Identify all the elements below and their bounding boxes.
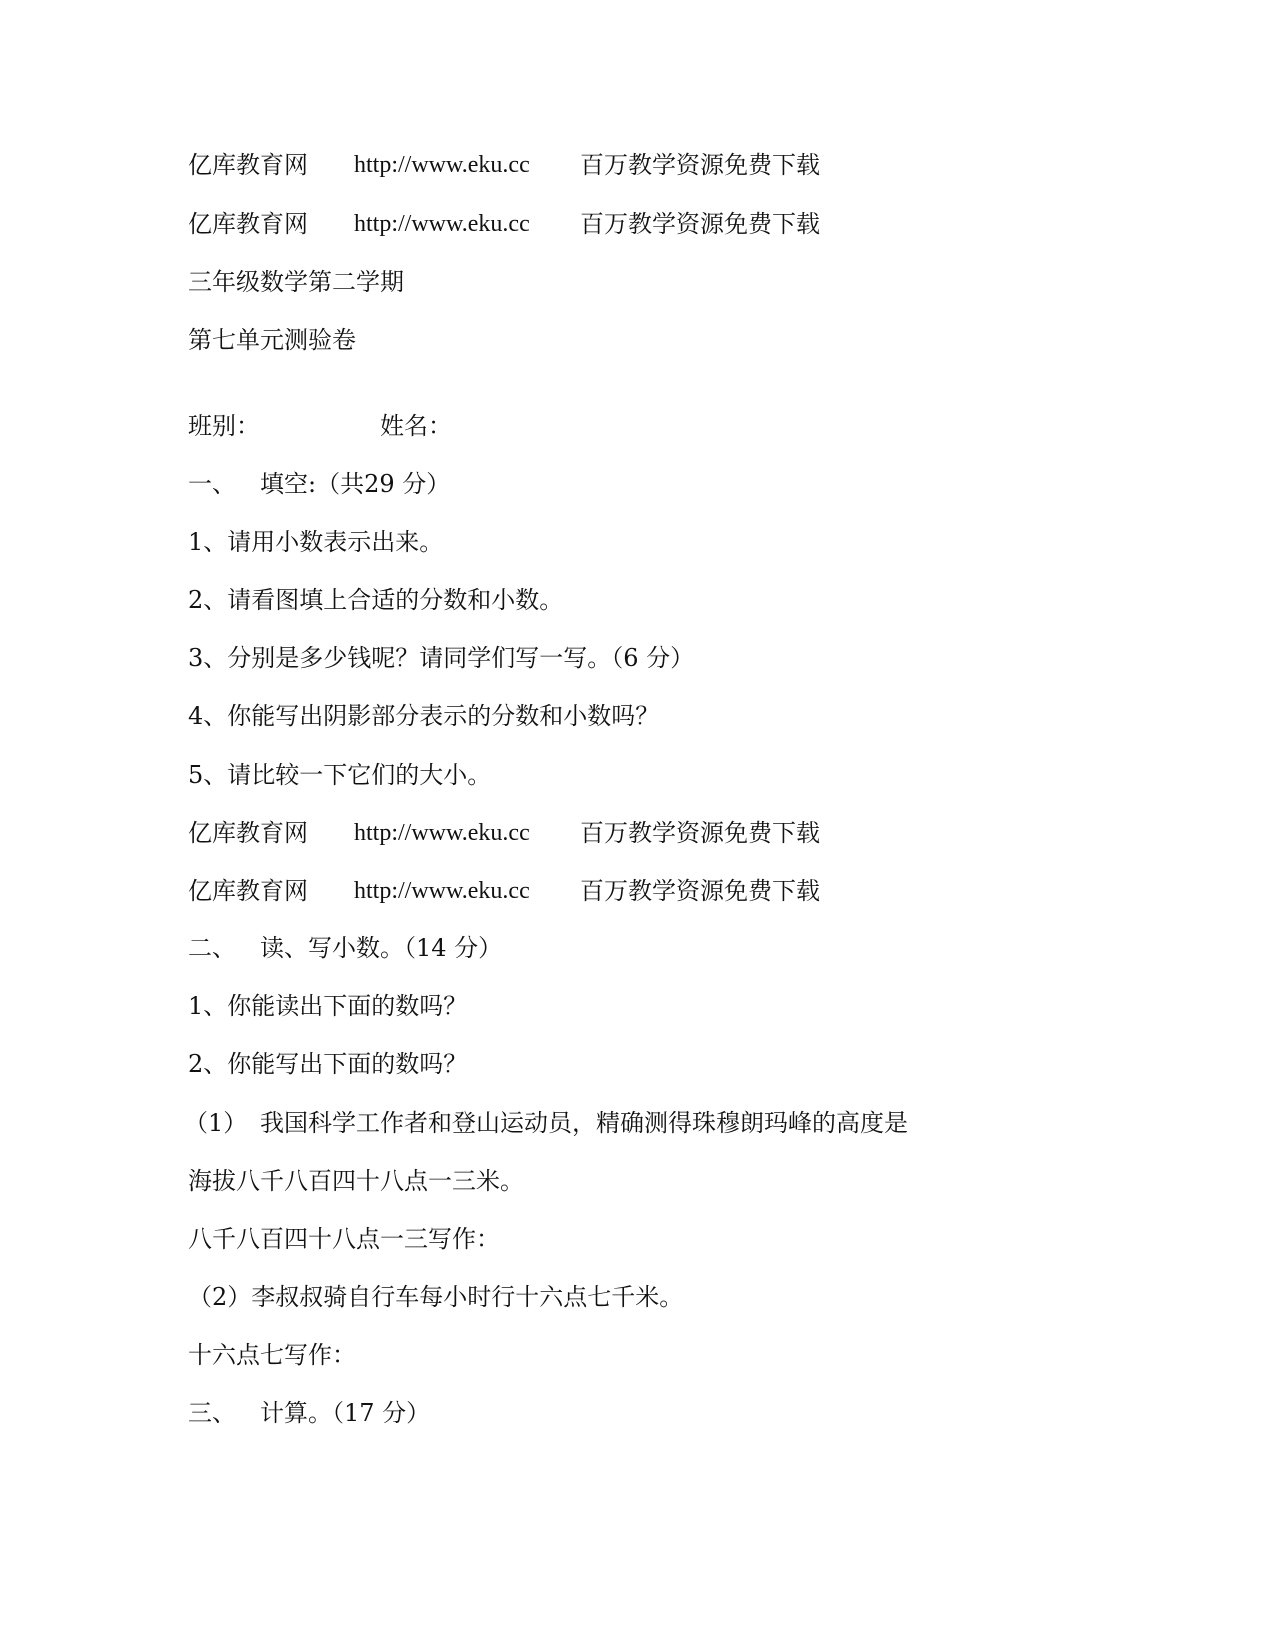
problem-1-write: 八千八百四十八点一三写作： <box>188 1225 500 1253</box>
site-slogan: 百万教学资源免费下载 <box>580 151 820 179</box>
section-1-item: 3、分别是多少钱呢？请同学们写一写。（6 分） <box>188 644 695 672</box>
name-label: 姓名： <box>380 412 452 440</box>
site-url[interactable]: http://www.eku.cc <box>354 820 530 846</box>
section-1-item: 4、你能写出阴影部分表示的分数和小数吗？ <box>188 702 660 730</box>
section-1-title: 填空:（共29 分） <box>260 470 451 498</box>
site-slogan: 百万教学资源免费下载 <box>580 210 820 238</box>
grade-title: 三年级数学第二学期 <box>188 268 404 296</box>
section-3-title: 计算。（17 分） <box>260 1399 431 1427</box>
section-1-item: 2、请看图填上合适的分数和小数。 <box>188 586 564 614</box>
site-name: 亿库教育网 <box>188 151 308 179</box>
section-2-item: 2、你能写出下面的数吗？ <box>188 1050 468 1078</box>
site-name: 亿库教育网 <box>188 819 308 847</box>
problem-2: （2）李叔叔骑自行车每小时行十六点七千米。 <box>188 1283 684 1311</box>
unit-title: 第七单元测验卷 <box>188 326 356 354</box>
section-1-item: 1、请用小数表示出来。 <box>188 528 444 556</box>
section-1-item: 5、请比较一下它们的大小。 <box>188 761 492 789</box>
problem-1-text: 我国科学工作者和登山运动员，精确测得珠穆朗玛峰的高度是 <box>260 1109 908 1137</box>
site-name: 亿库教育网 <box>188 877 308 905</box>
problem-1-label: （1） <box>184 1109 248 1137</box>
site-name: 亿库教育网 <box>188 210 308 238</box>
site-url[interactable]: http://www.eku.cc <box>354 878 530 904</box>
section-2-title: 读、写小数。（14 分） <box>260 934 503 962</box>
section-3-number: 三、 <box>188 1399 236 1427</box>
problem-2-write: 十六点七写作： <box>188 1341 356 1369</box>
site-slogan: 百万教学资源免费下载 <box>580 877 820 905</box>
site-slogan: 百万教学资源免费下载 <box>580 819 820 847</box>
site-url[interactable]: http://www.eku.cc <box>354 211 530 237</box>
problem-1-continued: 海拔八千八百四十八点一三米。 <box>188 1167 524 1195</box>
section-1-number: 一、 <box>188 470 236 498</box>
class-label: 班别： <box>188 412 260 440</box>
section-2-number: 二、 <box>188 934 236 962</box>
site-url[interactable]: http://www.eku.cc <box>354 152 530 178</box>
section-2-item: 1、你能读出下面的数吗？ <box>188 992 468 1020</box>
